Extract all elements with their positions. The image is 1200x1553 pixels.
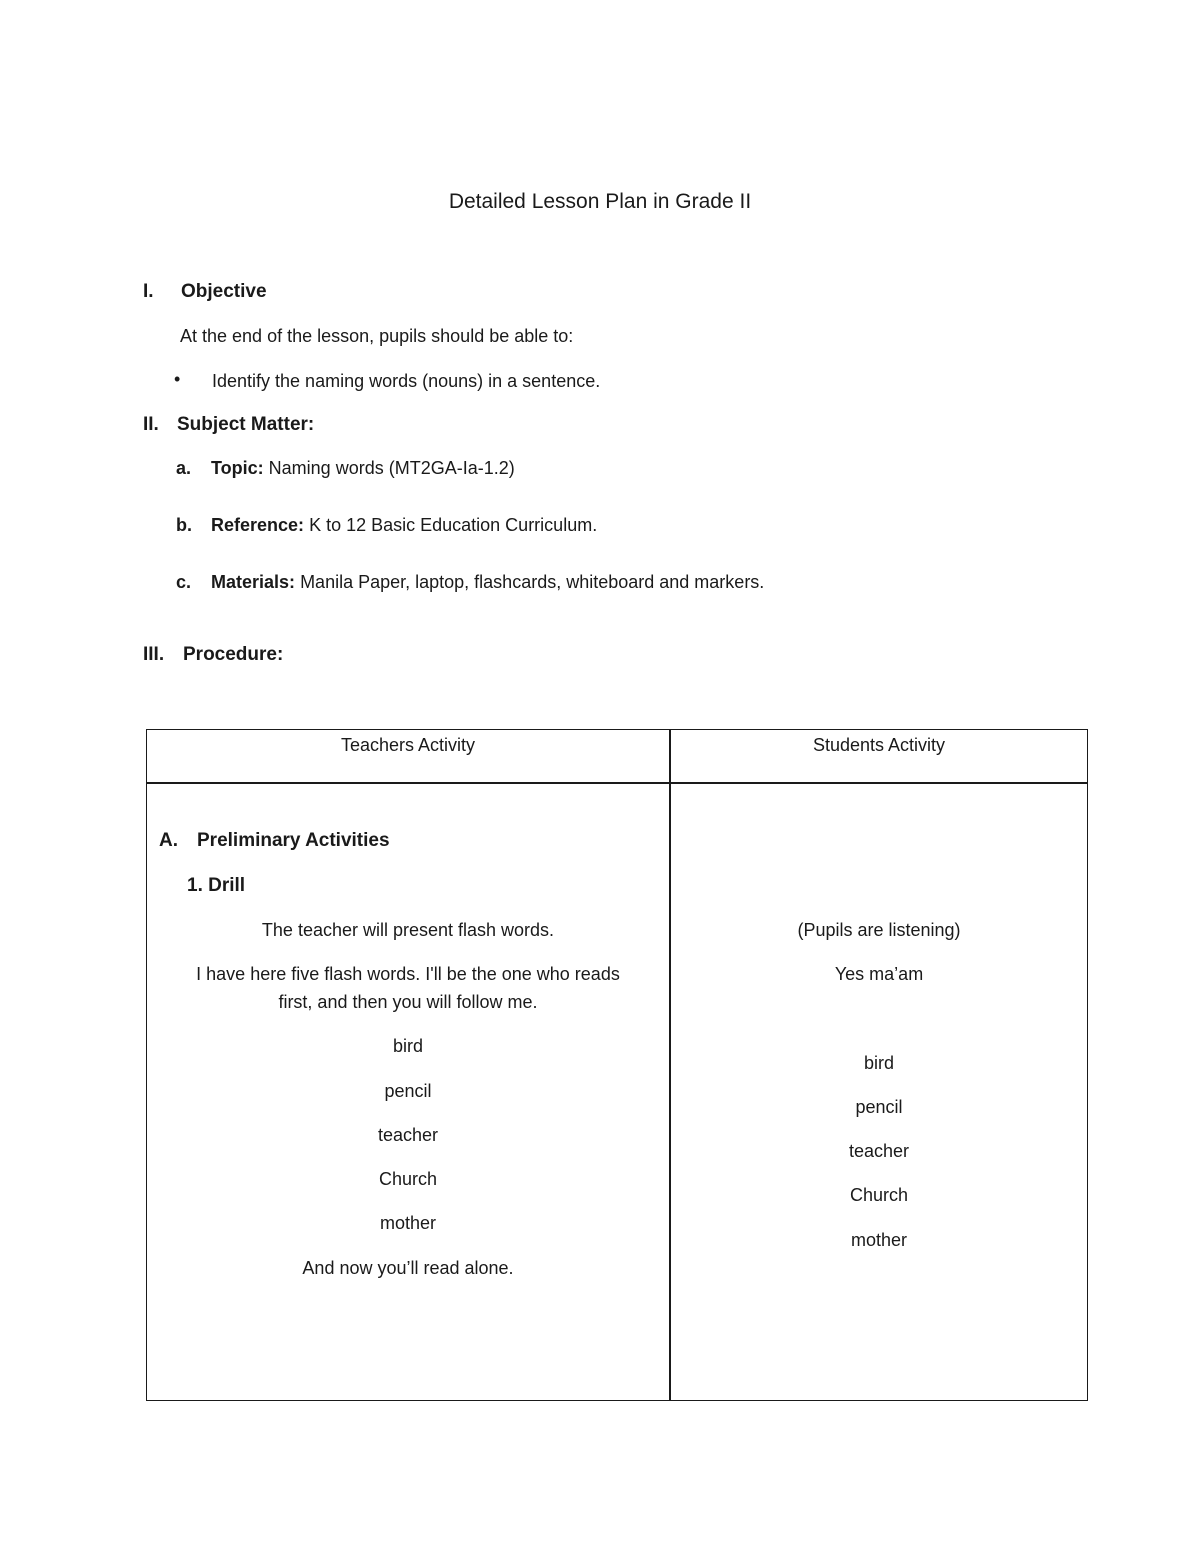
teacher-word: Church — [378, 1169, 438, 1189]
teacher-word: pencil — [384, 1081, 432, 1101]
section-number: II. — [143, 414, 159, 435]
reference-value: K to 12 Basic Education Curriculum. — [309, 515, 598, 535]
topic-item — [176, 458, 515, 479]
teacher-present-line: The teacher will present flash words. — [261, 920, 555, 940]
objective-heading — [143, 281, 267, 303]
teacher-intro-line-1: I have here five flash words. I'll be the one who reads — [196, 964, 620, 984]
item-letter: c. — [176, 572, 192, 592]
procedure-heading — [143, 644, 284, 666]
student-word: pencil — [855, 1097, 903, 1117]
section-title: Subject Matter: — [177, 414, 315, 435]
student-word: teacher — [848, 1141, 910, 1161]
section-number: I. — [143, 281, 154, 302]
topic-value: Naming words (MT2GA-Ia-1.2) — [268, 458, 515, 478]
materials-item — [176, 572, 765, 593]
teacher-intro-line-2: first, and then you will follow me. — [278, 992, 538, 1012]
reference-item — [176, 515, 598, 536]
materials-label: Materials: — [211, 572, 296, 592]
teacher-word: mother — [379, 1213, 437, 1233]
topic-label: Topic: — [211, 458, 264, 478]
objective-bullet: Identify the naming words (nouns) in a sentence. — [212, 371, 601, 391]
preliminary-activities-heading — [159, 830, 390, 852]
item-letter: b. — [176, 515, 192, 535]
student-word: mother — [850, 1230, 908, 1250]
objective-intro: At the end of the lesson, pupils should be able to: — [180, 326, 574, 346]
student-word: Church — [849, 1185, 909, 1205]
students-reply-line: Yes ma’am — [834, 964, 924, 984]
page-title: Detailed Lesson Plan in Grade II — [448, 190, 752, 213]
section-title: Preliminary Activities — [197, 830, 390, 851]
section-number: III. — [143, 644, 165, 665]
teacher-word: teacher — [377, 1125, 439, 1145]
drill-heading: 1. Drill — [187, 875, 246, 896]
bullet-icon: • — [174, 369, 181, 389]
header-divider — [147, 782, 1087, 784]
teacher-word: bird — [392, 1036, 423, 1056]
student-word: bird — [863, 1053, 894, 1073]
teachers-activity-header: Teachers Activity — [340, 735, 476, 755]
section-title: Procedure: — [183, 644, 284, 665]
students-activity-header: Students Activity — [812, 735, 946, 755]
procedure-table — [146, 729, 1088, 1401]
materials-value: Manila Paper, laptop, flashcards, whiteboard and markers. — [300, 572, 765, 592]
section-title: Objective — [181, 281, 267, 302]
subject-matter-heading — [143, 414, 315, 436]
teacher-closing-line: And now you’ll read alone. — [302, 1258, 514, 1278]
section-letter: A. — [159, 830, 178, 851]
students-listening-line: (Pupils are listening) — [797, 920, 961, 940]
item-letter: a. — [176, 458, 192, 478]
reference-label: Reference: — [211, 515, 305, 535]
